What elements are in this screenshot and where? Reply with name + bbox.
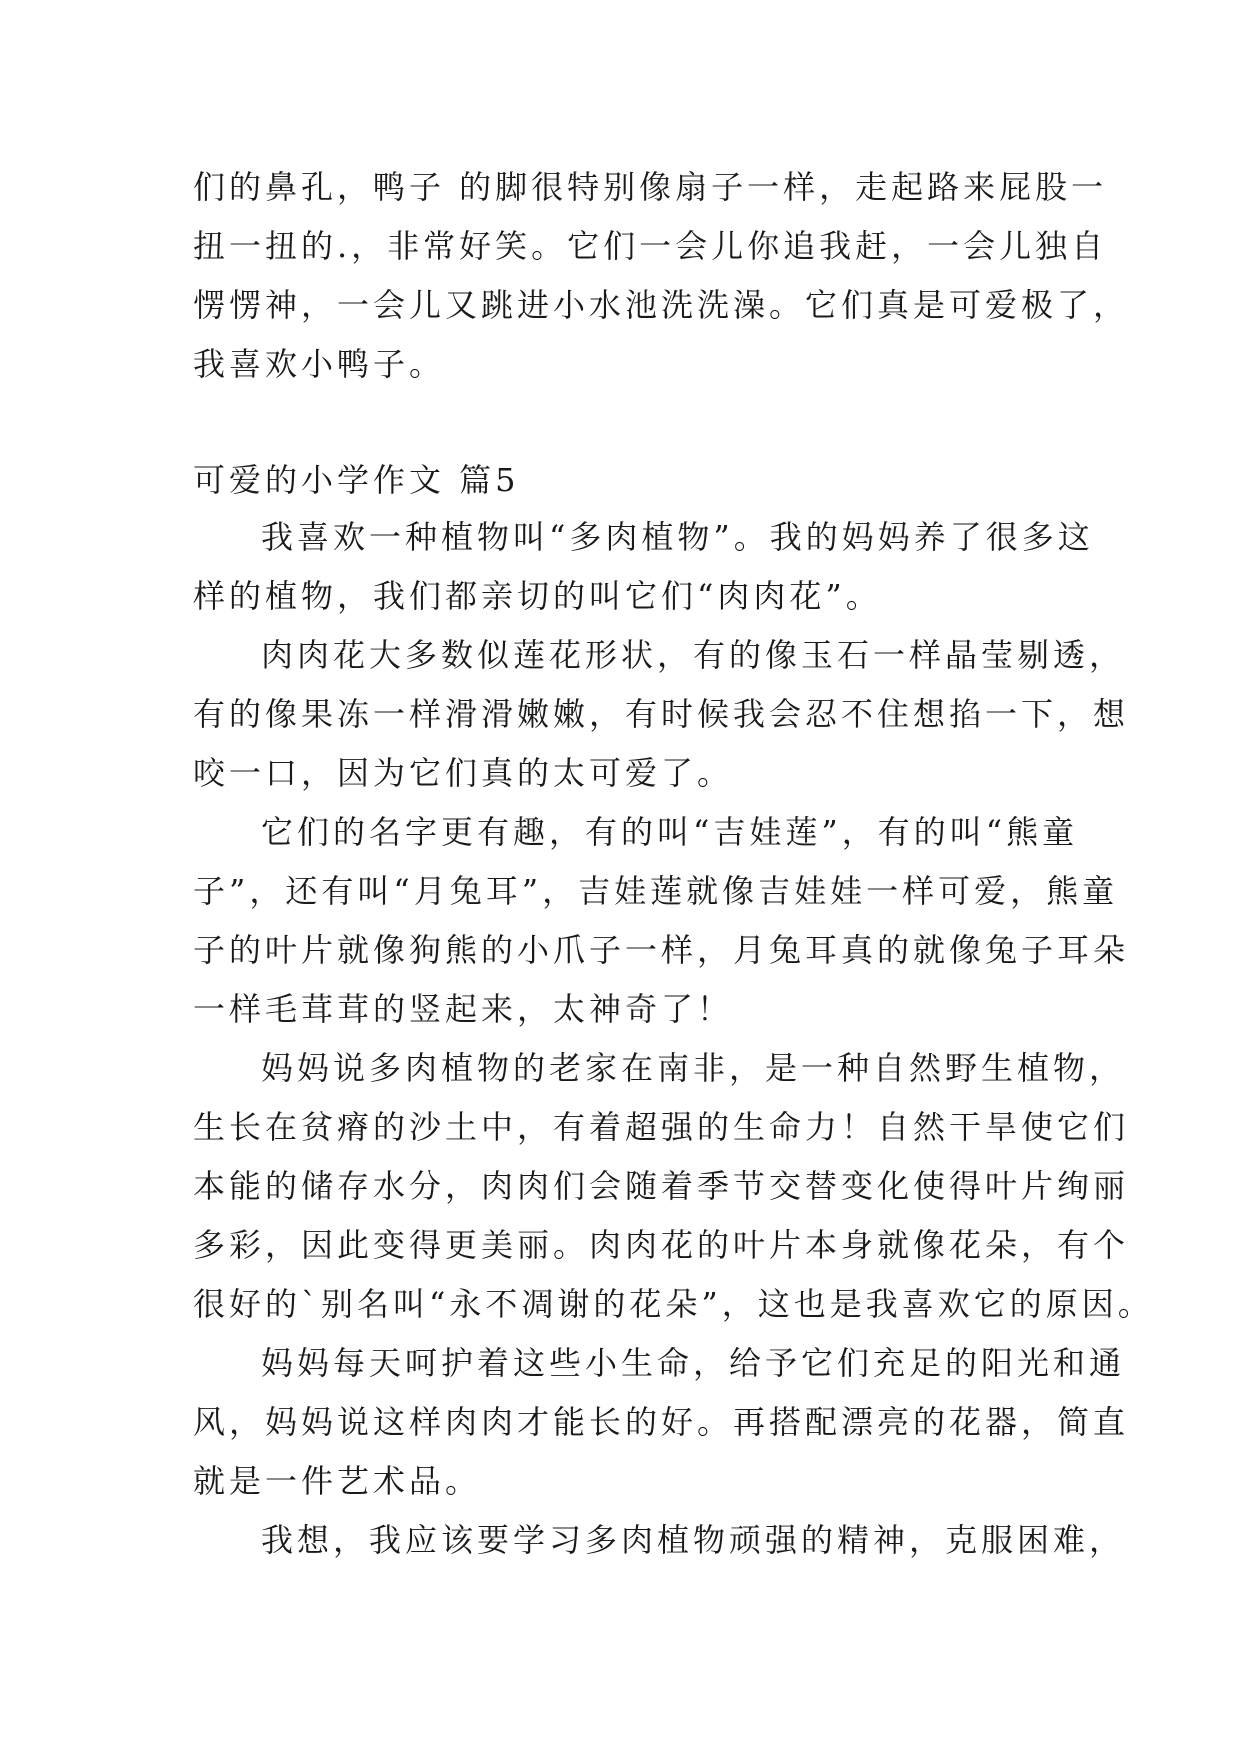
text-line: 子”，还有叫“月兔耳”，吉娃莲就像吉娃娃一样可爱，熊童: [193, 872, 1119, 910]
text-line: 风，妈妈说这样肉肉才能长的好。再搭配漂亮的花器，简直: [193, 1403, 1130, 1441]
text-line: 就是一件艺术品。: [193, 1462, 482, 1500]
text-line: 们的鼻孔，鸭子 的脚很特别像扇子一样，走起路来屁股一: [193, 168, 1108, 206]
text-line: 样的植物，我们都亲切的叫它们“肉肉花”。: [193, 577, 882, 615]
text-line: 妈妈说多肉植物的老家在南非，是一种自然野生植物，: [261, 1049, 1126, 1087]
text-line: 我喜欢小鸭子。: [193, 345, 446, 383]
intro-paragraph: [193, 158, 1130, 394]
text-line: 生长在贫瘠的沙土中，有着超强的生命力！自然干旱使它们: [193, 1108, 1130, 1146]
text-line: 咬一口，因为它们真的太可爱了。: [193, 754, 734, 792]
text-line: 它们的名字更有趣，有的叫“吉娃莲”，有的叫“熊童: [261, 813, 1079, 851]
text-line: 子的叶片就像狗熊的小爪子一样，月兔耳真的就像兔子耳朵: [193, 931, 1130, 969]
section-heading: 可爱的小学作文 篇5: [193, 461, 520, 499]
text-line: 多彩，因此变得更美丽。肉肉花的叶片本身就像花朵，有个: [193, 1226, 1130, 1264]
text-line: 肉肉花大多数似莲花形状，有的像玉石一样晶莹剔透，: [261, 636, 1126, 674]
essay-body: [193, 508, 1154, 1570]
text-line: 妈妈每天呵护着这些小生命，给予它们充足的阳光和通: [261, 1344, 1126, 1382]
text-line: 一样毛茸茸的竖起来，太神奇了！: [193, 990, 734, 1028]
section-heading-wrap: [193, 451, 1073, 510]
text-line: 扭一扭的.，非常好笑。它们一会儿你追我赶，一会儿独自: [193, 227, 1108, 265]
text-line: 愣愣神，一会儿又跳进小水池洗洗澡。它们真是可爱极了，: [193, 286, 1130, 324]
text-line: 本能的储存水分，肉肉们会随着季节交替变化使得叶片绚丽: [193, 1167, 1130, 1205]
text-line: 我喜欢一种植物叫“多肉植物”。我的妈妈养了很多这: [261, 518, 1094, 556]
text-line: 我想，我应该要学习多肉植物顽强的精神，克服困难，: [261, 1521, 1126, 1559]
text-line: 很好的`别名叫“永不凋谢的花朵”，这也是我喜欢它的原因。: [193, 1285, 1154, 1323]
text-line: 有的像果冻一样滑滑嫩嫩，有时候我会忍不住想掐一下，想: [193, 695, 1130, 733]
